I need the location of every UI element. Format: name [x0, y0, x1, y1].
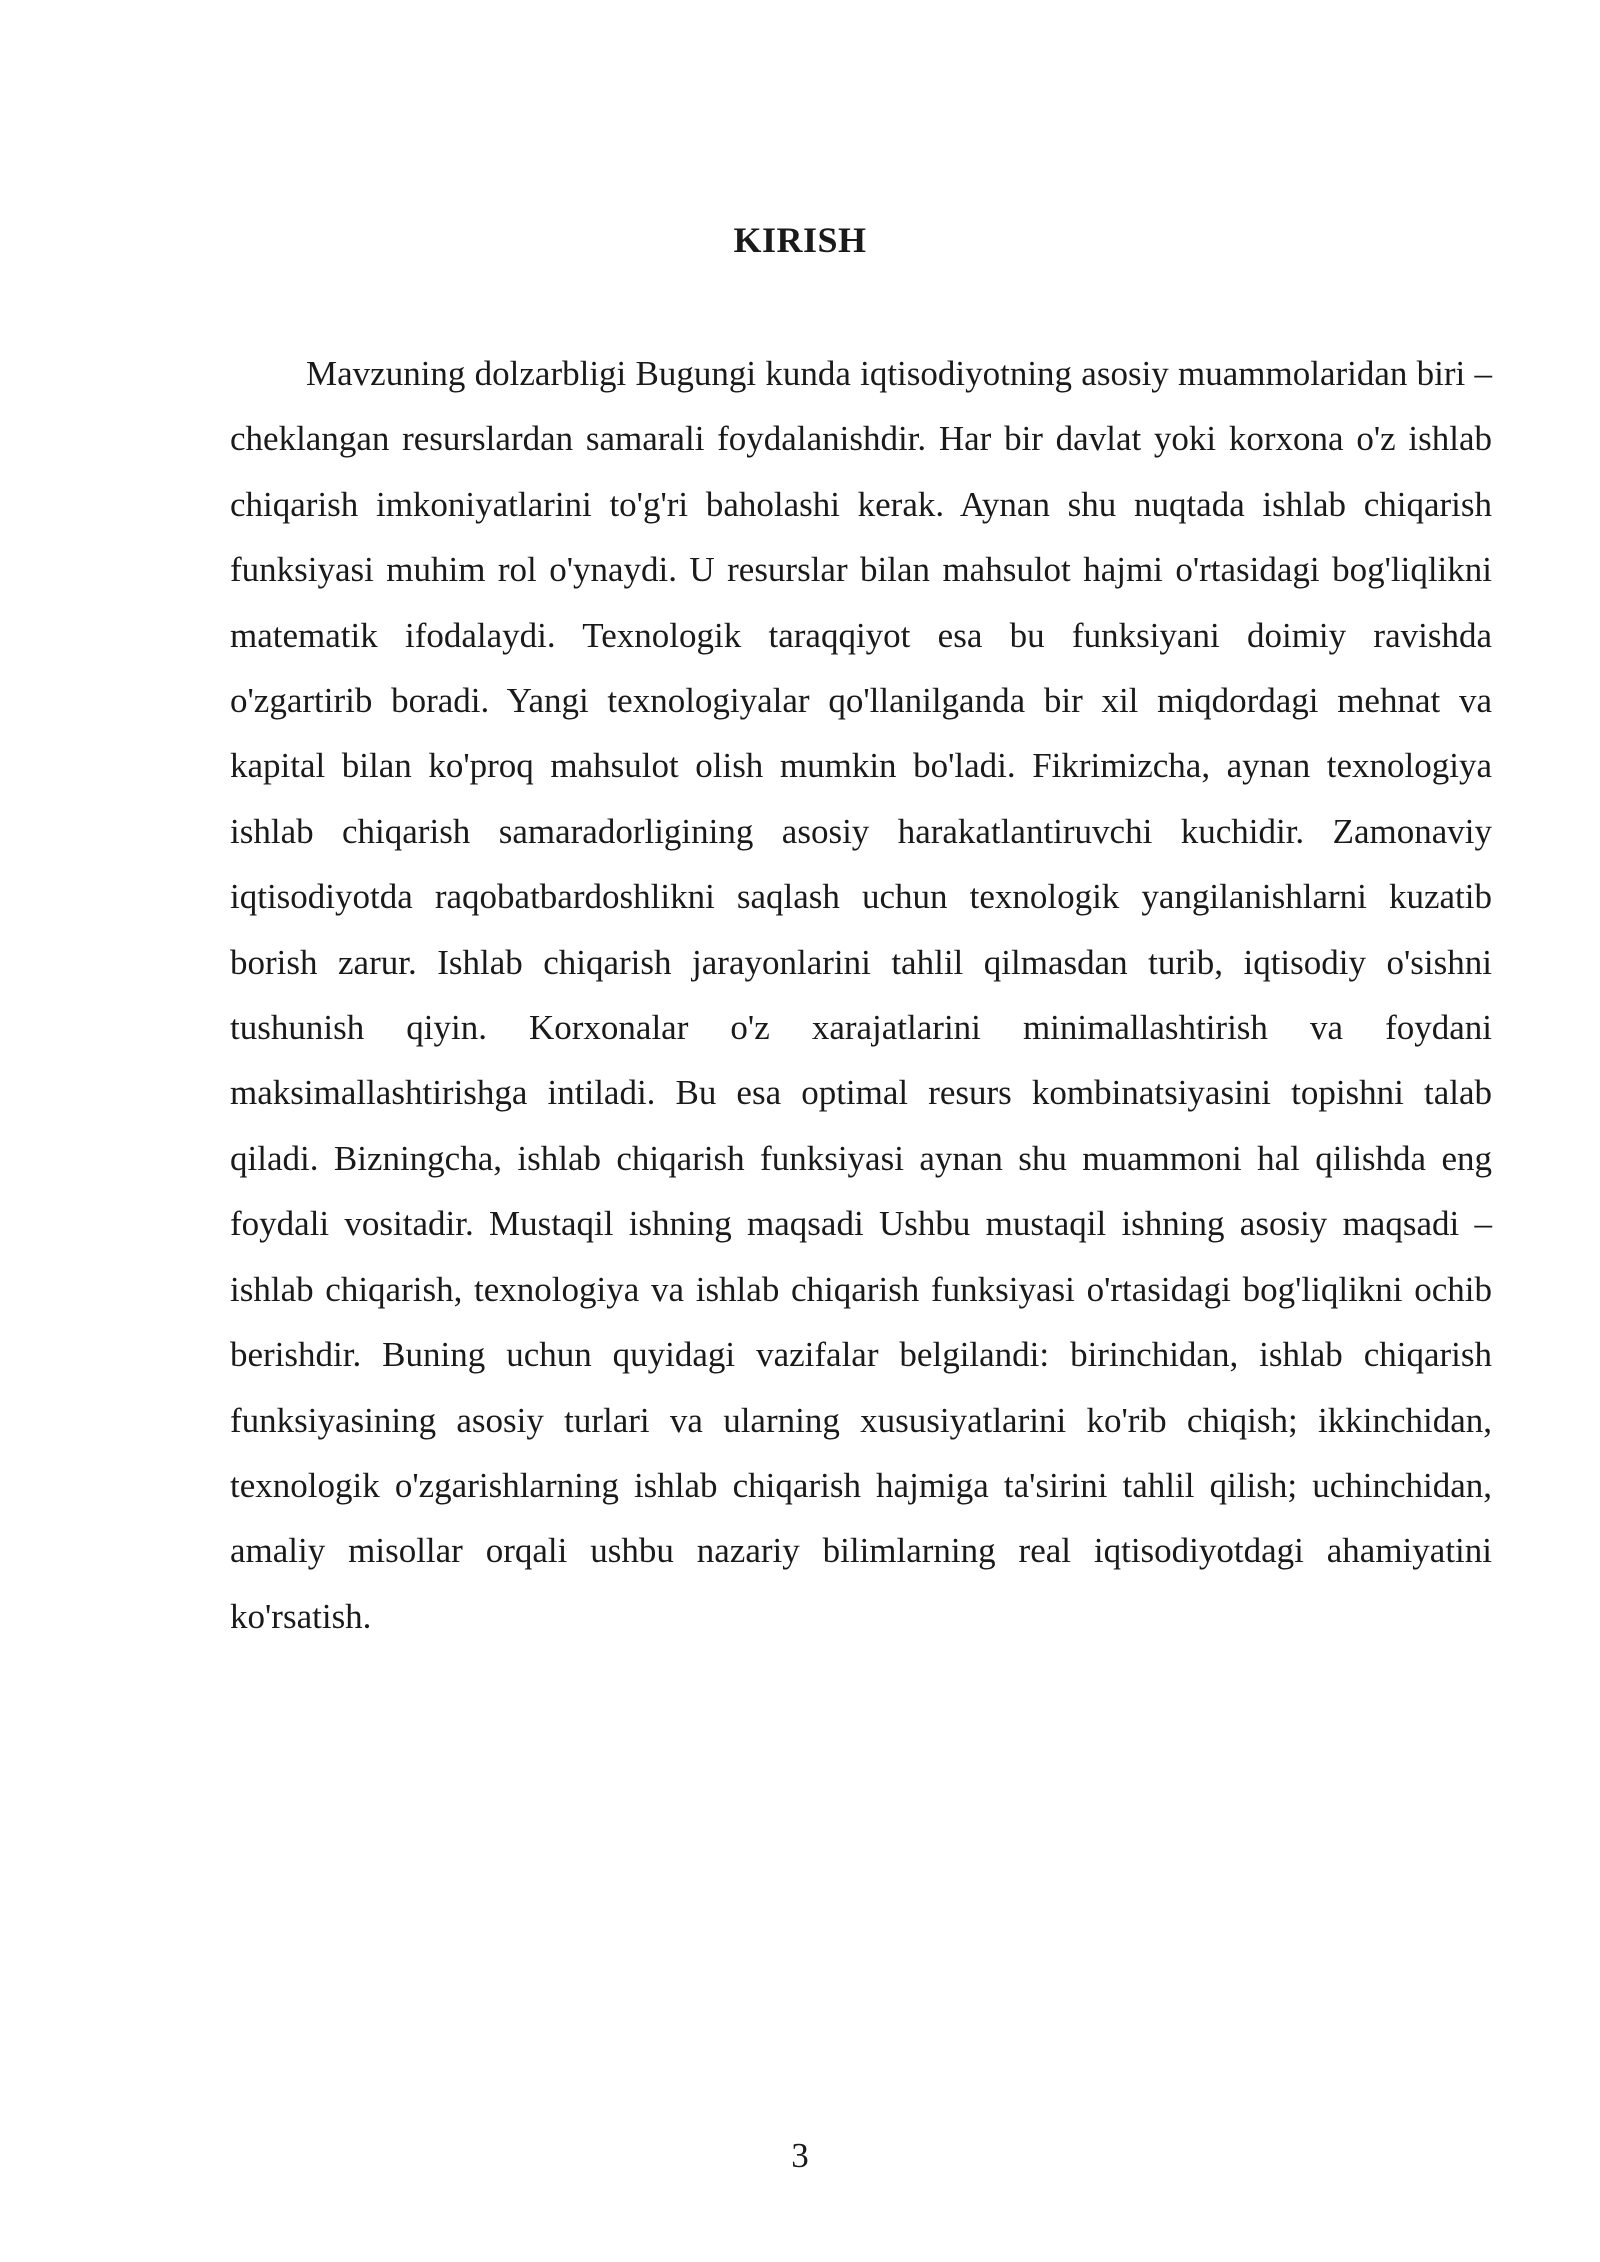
page-number: 3 [791, 2136, 809, 2175]
body-paragraph: Mavzuning dolzarbligi Bugungi kunda iqtisodiyotning asosiy muammolaridan biri – cheklangan resurslardan samarali foydalanishdir. Har bir davlat yoki korxona o'z ishlab chiqarish imkoniyatlarini to'g'ri baholashi kerak. Aynan shu nuqtada ishlab chiqarish funksiyasi muhim rol o'ynaydi. U resurslar bilan mahsulot hajmi o'rtasidagi bog'liqlikni matematik ifodalaydi. Texnologik taraqqiyot esa bu funksiyani doimiy ravishda o'zgartirib boradi. Yangi texnologiyalar qo'llanilganda bir xil miqdordagi mehnat va kapital bilan ko'proq mahsulot olish mumkin bo'ladi. Fikrimizcha, aynan texnologiya ishlab chiqarish samaradorligining asosiy harakatlantiruvchi kuchidir. Zamonaviy iqtisodiyotda raqobatbardoshlikni saqlash uchun texnologik yangilanishlarni kuzatib borish zarur. Ishlab chiqarish jarayonlarini tahlil qilmasdan turib, iqtisodiy o'sishni tushunish qiyin. Korxonalar o'z xarajatlarini minimallashtirish va foydani maksimallashtirishga intiladi. Bu esa optimal resurs kombinatsiyasini topishni talab qiladi. Bizningcha, ishlab chiqarish funksiyasi aynan shu muammoni hal qilishda eng foydali vositadir. Mustaqil ishning maqsadi Ushbu mustaqil ishning asosiy maqsadi – ishlab chiqarish, texnologiya va ishlab chiqarish funksiyasi o'rtasidagi bog'liqlikni ochib berishdir. Buning uchun quyidagi vazifalar belgilandi: birinchidan, ishlab chiqarish funksiyasining asosiy turlari va ularning xususiyatlarini ko'rib chiqish; ikkinchidan, texnologik o'zgarishlarning ishlab chiqarish hajmiga ta'sirini tahlil qilish; uchinchidan, amaliy misollar orqali ushbu nazariy bilimlarning real iqtisodiyotdagi ahamiyatini ko'rsatish. [230, 354, 1492, 1636]
page-title: KIRISH [733, 220, 867, 260]
